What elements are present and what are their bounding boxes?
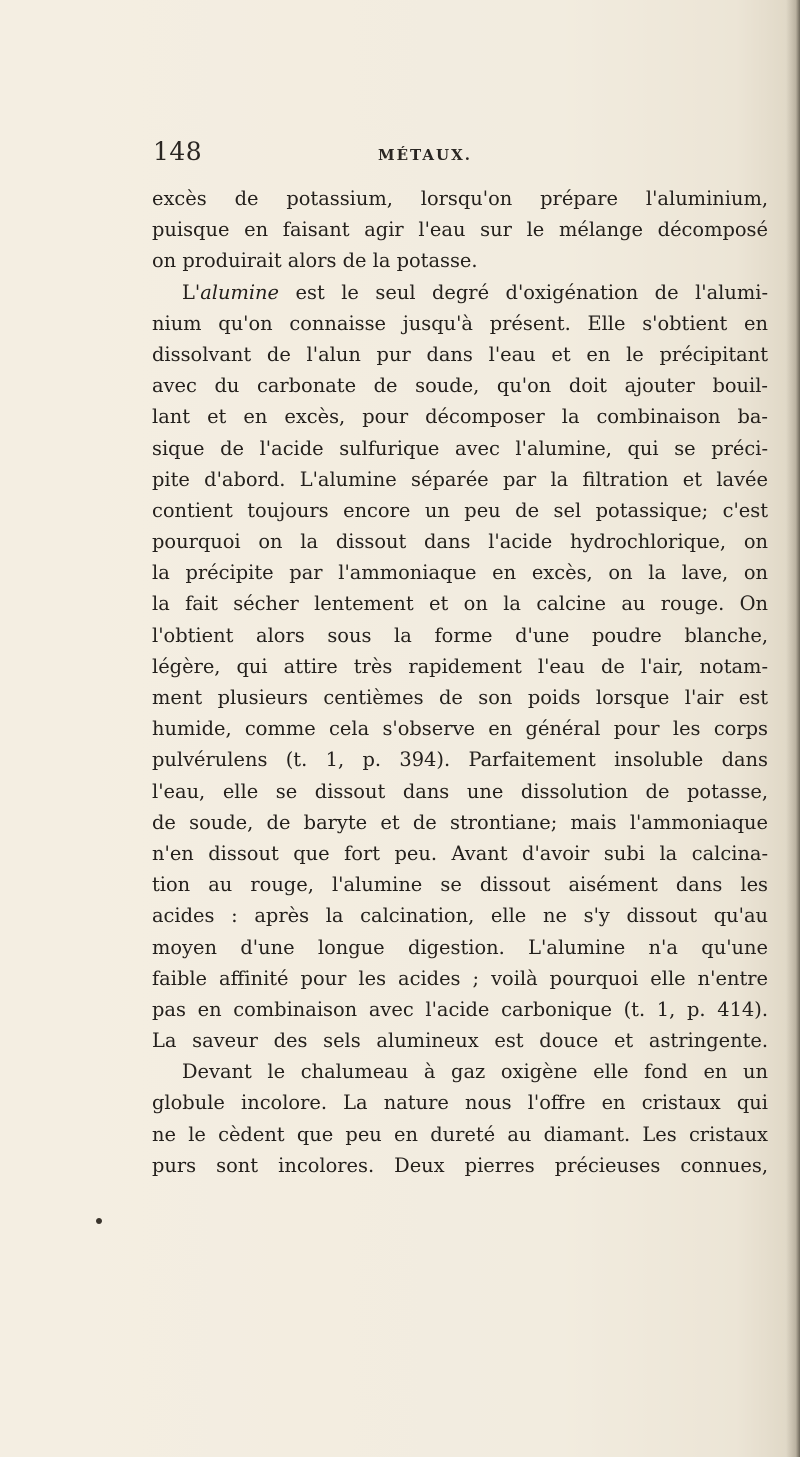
text-line: l'eau, elle se dissout dans une dissolution de potasse, <box>152 779 768 803</box>
text-line: avec du carbonate de soude, qu'on doit ajouter bouil- <box>152 374 768 398</box>
text-line: de soude, de baryte et de strontiane; mais l'ammoniaque <box>152 810 768 834</box>
text-line: pas en combinaison avec l'acide carbonique (t. 1, p. 414). <box>152 997 768 1021</box>
text-line: L'alumine est le seul degré d'oxigénation de l'alumi- <box>182 280 768 304</box>
text-line: l'obtient alors sous la forme d'une poudre blanche, <box>152 623 768 647</box>
text-line: tion au rouge, l'alumine se dissout aisément dans les <box>152 873 768 897</box>
text-line: La saveur des sels alumineux est douce et astringente. <box>152 1029 768 1053</box>
body-text <box>152 183 768 1181</box>
header-title: MÉTAUX. <box>378 146 472 164</box>
text-line: la précipite par l'ammoniaque en excès, on la lave, on <box>152 561 768 585</box>
text-line: excès de potassium, lorsqu'on prépare l'aluminium, <box>152 187 768 210</box>
text-line: faible affinité pour les acides ; voilà pourquoi elle n'entre <box>152 966 768 990</box>
text-line: on produirait alors de la potasse. <box>152 249 478 273</box>
running-head <box>153 137 623 177</box>
text-line: purs sont incolores. Deux pierres précieuses connues, <box>152 1153 768 1177</box>
page-edge-shadow <box>786 0 800 1457</box>
text-line: globule incolore. La nature nous l'offre en cristaux qui <box>152 1091 768 1115</box>
text-line: pulvérulens (t. 1, p. 394). Parfaitement insoluble dans <box>152 748 768 772</box>
text-line: nium qu'on connaisse jusqu'à présent. Elle s'obtient en <box>152 311 768 335</box>
text-line: ne le cèdent que peu en dureté au diamant. Les cristaux <box>152 1122 768 1146</box>
text-line: moyen d'une longue digestion. L'alumine n'a qu'une <box>152 935 768 959</box>
text-line: puisque en faisant agir l'eau sur le mélange décomposé <box>152 218 768 242</box>
text-line: dissolvant de l'alun pur dans l'eau et en le précipitant <box>152 342 768 366</box>
page-number: 148 <box>153 137 203 166</box>
text-line: légère, qui attire très rapidement l'eau de l'air, notam- <box>152 654 768 678</box>
text-line: acides : après la calcination, elle ne s'y dissout qu'au <box>152 904 768 928</box>
text-line: humide, comme cela s'observe en général pour les corps <box>152 717 768 741</box>
margin-dot-mark <box>96 1218 102 1224</box>
text-line: pourquoi on la dissout dans l'acide hydrochlorique, on <box>152 530 768 554</box>
text-line: Devant le chalumeau à gaz oxigène elle fond en un <box>182 1060 768 1084</box>
text-line: contient toujours encore un peu de sel potassique; c'est <box>152 498 768 522</box>
text-line: la fait sécher lentement et on la calcine au rouge. On <box>152 592 768 616</box>
text-line: sique de l'acide sulfurique avec l'alumine, qui se préci- <box>152 436 768 460</box>
text-line: lant et en excès, pour décomposer la combinaison ba- <box>152 405 768 429</box>
text-line: pite d'abord. L'alumine séparée par la filtration et lavée <box>152 467 768 491</box>
text-line: ment plusieurs centièmes de son poids lorsque l'air est <box>152 686 768 709</box>
text-line: n'en dissout que fort peu. Avant d'avoir subi la calcina- <box>152 841 768 865</box>
